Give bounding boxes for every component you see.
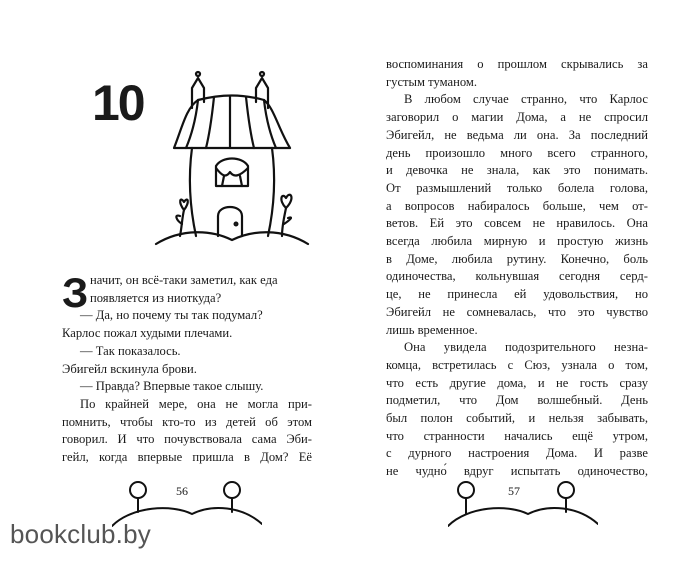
text-line: гейл, когда впервые пришла в Дом? Её — [62, 450, 312, 465]
text-line: густым туманом. — [386, 74, 477, 89]
drop-cap: З — [62, 269, 89, 316]
text-line: заговорил о магии Дома, а не спросил — [386, 110, 648, 125]
text-line: появляется из ниоткуда? — [90, 290, 222, 305]
text-line: что странности начались ещё утром, — [386, 428, 648, 443]
text-line: день произошло много всего странного, — [386, 145, 648, 160]
text-line: Карлос пожал худыми плечами. — [62, 326, 233, 341]
text-line: что есть другие дома, и не гость сразу — [386, 375, 648, 390]
text-line: Эбигейл вскинула брови. — [62, 361, 197, 376]
text-line: был полон событий, и нельзя забывать, — [386, 411, 648, 426]
watermark: bookclub.by — [10, 519, 151, 549]
text-line: одиночества, кольнувшая сегодня серд- — [386, 269, 648, 284]
page-number: 56 — [176, 484, 188, 498]
text-line: В любом случае странно, что Карлос — [404, 92, 648, 107]
text-line: подметил, что Дом волшебный. День — [386, 393, 648, 408]
text-line: — Да, но почему ты так подумал? — [80, 308, 263, 323]
right-page-text — [386, 56, 648, 481]
text-line: комца, встретилась с Сюз, узнала о том, — [386, 357, 648, 372]
text-line: всегда любила мирную и простую жизнь — [386, 234, 648, 249]
text-line: По крайней мере, она не могла при- — [80, 396, 312, 411]
text-line: Эбигейл, не ведьма ли она. За последний — [386, 127, 648, 142]
chapter-number: 10 — [92, 75, 144, 131]
text-line: — Правда? Впервые такое слышу. — [80, 379, 264, 394]
text-line: От размышлений только болела голова, — [386, 180, 648, 195]
text-line: Она увидела подозрительного незна- — [404, 340, 648, 355]
page-number: 57 — [508, 484, 520, 498]
text-line: и девочка не знала, как это понимать. — [386, 163, 648, 178]
text-line: в Доме, любила рутину. Конечно, боль — [386, 251, 648, 266]
text-line: помнить, чтобы кто-то из детей об этом — [62, 414, 312, 429]
text-line: не чудно́ вдруг испытать одиночество, — [386, 464, 648, 479]
text-line: — Так показалось. — [80, 343, 181, 358]
text-line: Эбигейл не сомневалась, что это чувство — [386, 304, 648, 319]
text-line: ветов. Ей это совсем не нравилось. Она — [386, 216, 648, 231]
text-line: лишь временное. — [386, 322, 478, 337]
left-page-text — [62, 272, 312, 467]
text-line: начит, он всё-таки заметил, как еда — [90, 273, 278, 287]
left-page — [0, 0, 340, 565]
text-line: а вопросов набиралось больше, чем от- — [386, 198, 648, 213]
text-line: с дурного настроения Дома. И разве — [386, 446, 648, 461]
text-line: говорил. И что почувствовала сама Эби- — [62, 432, 312, 447]
house-illustration — [152, 68, 312, 253]
text-line: це, не принесла ей удовольствия, но — [386, 287, 648, 302]
right-page — [350, 0, 700, 565]
text-line: воспоминания о прошлом скрывались за — [386, 57, 648, 71]
hill-illustration — [448, 476, 598, 528]
